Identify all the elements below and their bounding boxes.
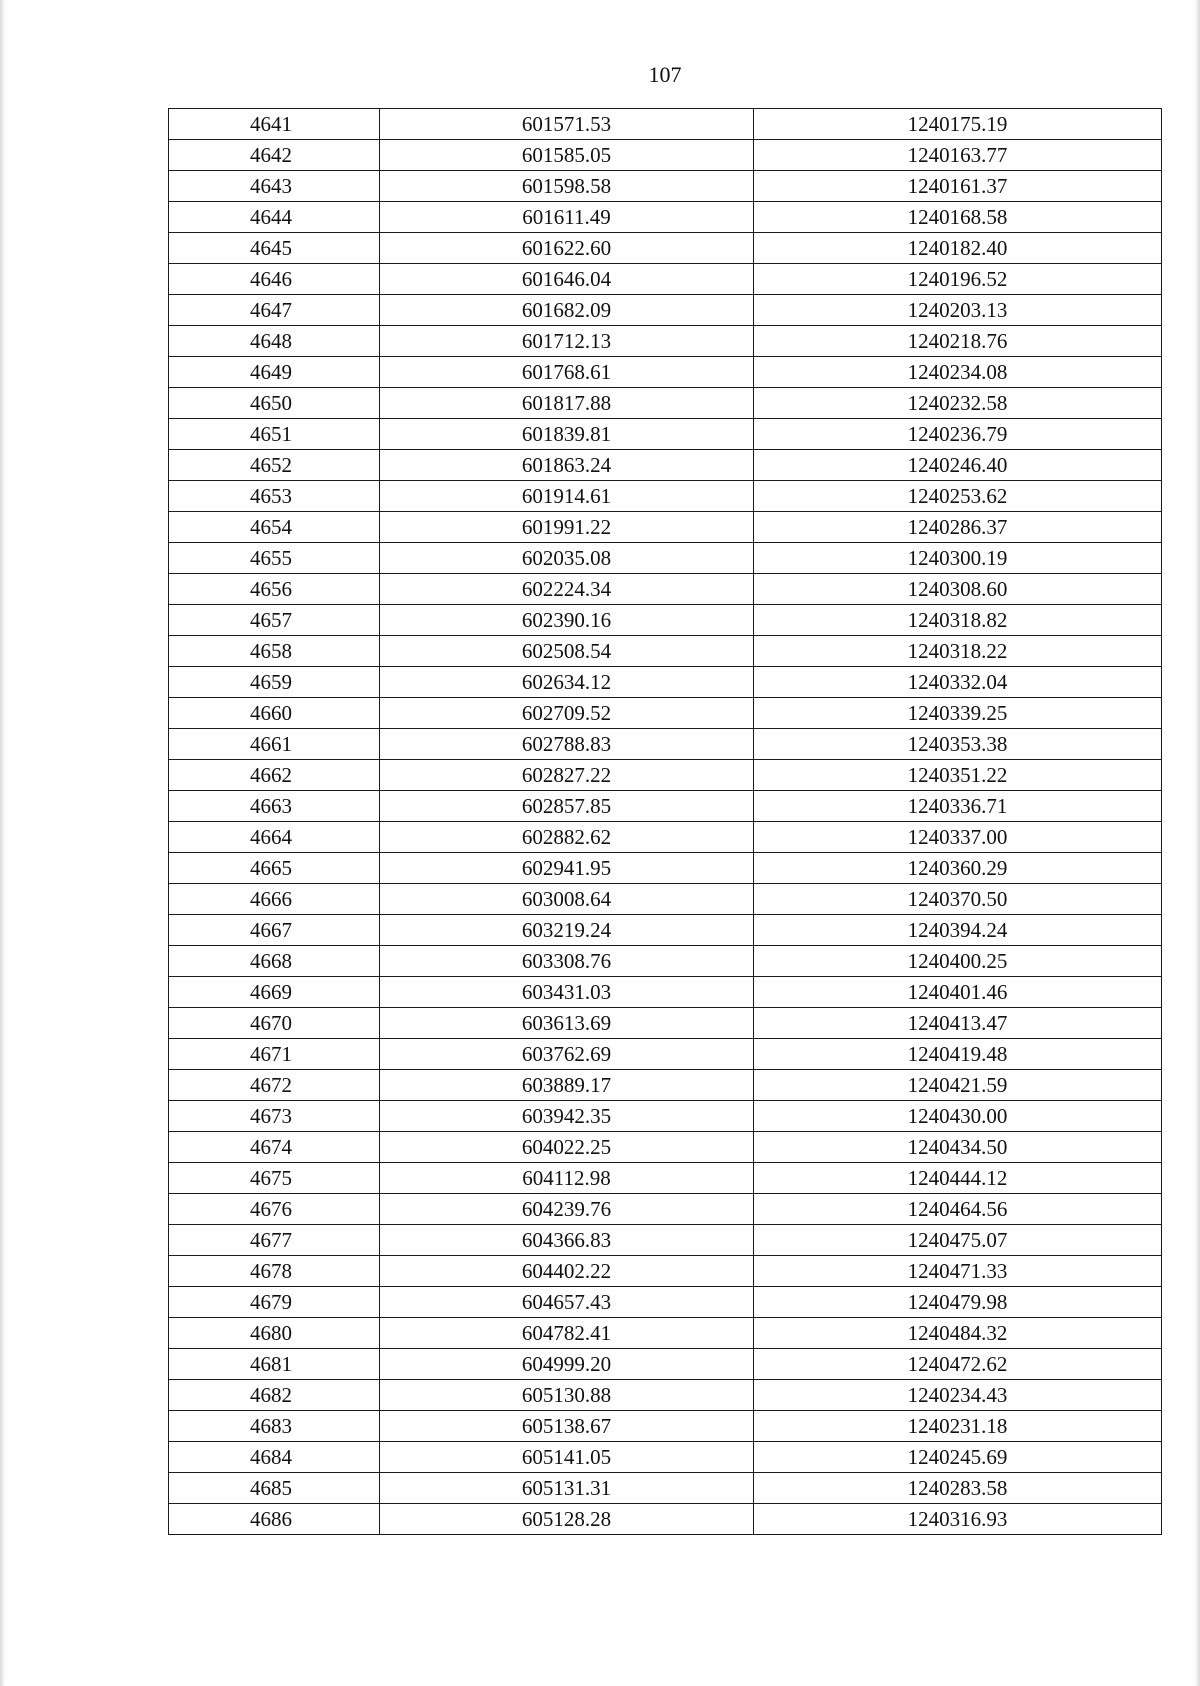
table-row (169, 1225, 1162, 1256)
x-coordinate-cell: 601712.13 (380, 326, 754, 357)
x-coordinate-cell: 602634.12 (380, 667, 754, 698)
point-number-cell: 4644 (169, 202, 380, 233)
table-row (169, 1504, 1162, 1535)
point-number-cell: 4661 (169, 729, 380, 760)
x-coordinate-cell: 602788.83 (380, 729, 754, 760)
y-coordinate-cell: 1240234.08 (754, 357, 1162, 388)
point-number-cell: 4673 (169, 1101, 380, 1132)
coordinate-table-body (169, 109, 1162, 1535)
table-row (169, 1101, 1162, 1132)
table-row (169, 1256, 1162, 1287)
x-coordinate-cell: 602224.34 (380, 574, 754, 605)
y-coordinate-cell: 1240401.46 (754, 977, 1162, 1008)
point-number-cell: 4659 (169, 667, 380, 698)
y-coordinate-cell: 1240484.32 (754, 1318, 1162, 1349)
x-coordinate-cell: 602882.62 (380, 822, 754, 853)
table-row (169, 605, 1162, 636)
point-number-cell: 4656 (169, 574, 380, 605)
point-number-cell: 4645 (169, 233, 380, 264)
table-row (169, 450, 1162, 481)
x-coordinate-cell: 605128.28 (380, 1504, 754, 1535)
scan-edge-left (0, 0, 6, 1686)
table-row (169, 140, 1162, 171)
table-row (169, 388, 1162, 419)
x-coordinate-cell: 604366.83 (380, 1225, 754, 1256)
y-coordinate-cell: 1240168.58 (754, 202, 1162, 233)
point-number-cell: 4685 (169, 1473, 380, 1504)
x-coordinate-cell: 601839.81 (380, 419, 754, 450)
table-row (169, 667, 1162, 698)
x-coordinate-cell: 601914.61 (380, 481, 754, 512)
y-coordinate-cell: 1240245.69 (754, 1442, 1162, 1473)
table-row (169, 1039, 1162, 1070)
table-row (169, 202, 1162, 233)
table-row (169, 822, 1162, 853)
x-coordinate-cell: 603431.03 (380, 977, 754, 1008)
point-number-cell: 4657 (169, 605, 380, 636)
y-coordinate-cell: 1240353.38 (754, 729, 1162, 760)
x-coordinate-cell: 601682.09 (380, 295, 754, 326)
y-coordinate-cell: 1240472.62 (754, 1349, 1162, 1380)
table-row (169, 884, 1162, 915)
x-coordinate-cell: 602709.52 (380, 698, 754, 729)
point-number-cell: 4655 (169, 543, 380, 574)
x-coordinate-cell: 602827.22 (380, 760, 754, 791)
table-row (169, 1070, 1162, 1101)
table-row (169, 1287, 1162, 1318)
point-number-cell: 4677 (169, 1225, 380, 1256)
y-coordinate-cell: 1240182.40 (754, 233, 1162, 264)
point-number-cell: 4660 (169, 698, 380, 729)
table-row (169, 853, 1162, 884)
x-coordinate-cell: 603762.69 (380, 1039, 754, 1070)
table-row (169, 543, 1162, 574)
x-coordinate-cell: 604782.41 (380, 1318, 754, 1349)
y-coordinate-cell: 1240218.76 (754, 326, 1162, 357)
point-number-cell: 4643 (169, 171, 380, 202)
y-coordinate-cell: 1240413.47 (754, 1008, 1162, 1039)
point-number-cell: 4676 (169, 1194, 380, 1225)
point-number-cell: 4664 (169, 822, 380, 853)
y-coordinate-cell: 1240419.48 (754, 1039, 1162, 1070)
table-row (169, 636, 1162, 667)
point-number-cell: 4650 (169, 388, 380, 419)
point-number-cell: 4679 (169, 1287, 380, 1318)
x-coordinate-cell: 601768.61 (380, 357, 754, 388)
point-number-cell: 4665 (169, 853, 380, 884)
point-number-cell: 4684 (169, 1442, 380, 1473)
point-number-cell: 4663 (169, 791, 380, 822)
x-coordinate-cell: 604402.22 (380, 1256, 754, 1287)
x-coordinate-cell: 605130.88 (380, 1380, 754, 1411)
y-coordinate-cell: 1240196.52 (754, 264, 1162, 295)
point-number-cell: 4646 (169, 264, 380, 295)
y-coordinate-cell: 1240336.71 (754, 791, 1162, 822)
y-coordinate-cell: 1240421.59 (754, 1070, 1162, 1101)
y-coordinate-cell: 1240253.62 (754, 481, 1162, 512)
point-number-cell: 4641 (169, 109, 380, 140)
y-coordinate-cell: 1240318.22 (754, 636, 1162, 667)
x-coordinate-cell: 603889.17 (380, 1070, 754, 1101)
point-number-cell: 4674 (169, 1132, 380, 1163)
x-coordinate-cell: 604999.20 (380, 1349, 754, 1380)
point-number-cell: 4652 (169, 450, 380, 481)
y-coordinate-cell: 1240163.77 (754, 140, 1162, 171)
table-row (169, 1318, 1162, 1349)
y-coordinate-cell: 1240231.18 (754, 1411, 1162, 1442)
point-number-cell: 4678 (169, 1256, 380, 1287)
table-row (169, 574, 1162, 605)
table-row (169, 698, 1162, 729)
point-number-cell: 4649 (169, 357, 380, 388)
x-coordinate-cell: 604112.98 (380, 1163, 754, 1194)
y-coordinate-cell: 1240332.04 (754, 667, 1162, 698)
table-row (169, 1411, 1162, 1442)
table-row (169, 977, 1162, 1008)
x-coordinate-cell: 601646.04 (380, 264, 754, 295)
coordinate-table (168, 108, 1162, 1535)
y-coordinate-cell: 1240203.13 (754, 295, 1162, 326)
point-number-cell: 4667 (169, 915, 380, 946)
x-coordinate-cell: 602508.54 (380, 636, 754, 667)
page-number: 107 (648, 62, 682, 87)
x-coordinate-cell: 604022.25 (380, 1132, 754, 1163)
x-coordinate-cell: 603219.24 (380, 915, 754, 946)
point-number-cell: 4647 (169, 295, 380, 326)
x-coordinate-cell: 601817.88 (380, 388, 754, 419)
x-coordinate-cell: 601571.53 (380, 109, 754, 140)
x-coordinate-cell: 605131.31 (380, 1473, 754, 1504)
y-coordinate-cell: 1240471.33 (754, 1256, 1162, 1287)
point-number-cell: 4658 (169, 636, 380, 667)
point-number-cell: 4686 (169, 1504, 380, 1535)
point-number-cell: 4651 (169, 419, 380, 450)
x-coordinate-cell: 604239.76 (380, 1194, 754, 1225)
x-coordinate-cell: 602035.08 (380, 543, 754, 574)
point-number-cell: 4653 (169, 481, 380, 512)
table-row (169, 481, 1162, 512)
y-coordinate-cell: 1240479.98 (754, 1287, 1162, 1318)
point-number-cell: 4683 (169, 1411, 380, 1442)
table-row (169, 760, 1162, 791)
y-coordinate-cell: 1240316.93 (754, 1504, 1162, 1535)
table-row (169, 419, 1162, 450)
x-coordinate-cell: 601611.49 (380, 202, 754, 233)
table-row (169, 171, 1162, 202)
y-coordinate-cell: 1240434.50 (754, 1132, 1162, 1163)
y-coordinate-cell: 1240339.25 (754, 698, 1162, 729)
y-coordinate-cell: 1240246.40 (754, 450, 1162, 481)
point-number-cell: 4672 (169, 1070, 380, 1101)
table-row (169, 264, 1162, 295)
y-coordinate-cell: 1240360.29 (754, 853, 1162, 884)
x-coordinate-cell: 601622.60 (380, 233, 754, 264)
table-row (169, 295, 1162, 326)
y-coordinate-cell: 1240394.24 (754, 915, 1162, 946)
x-coordinate-cell: 604657.43 (380, 1287, 754, 1318)
y-coordinate-cell: 1240337.00 (754, 822, 1162, 853)
y-coordinate-cell: 1240370.50 (754, 884, 1162, 915)
y-coordinate-cell: 1240400.25 (754, 946, 1162, 977)
table-row (169, 915, 1162, 946)
y-coordinate-cell: 1240318.82 (754, 605, 1162, 636)
point-number-cell: 4680 (169, 1318, 380, 1349)
y-coordinate-cell: 1240464.56 (754, 1194, 1162, 1225)
point-number-cell: 4654 (169, 512, 380, 543)
point-number-cell: 4681 (169, 1349, 380, 1380)
point-number-cell: 4642 (169, 140, 380, 171)
point-number-cell: 4682 (169, 1380, 380, 1411)
y-coordinate-cell: 1240234.43 (754, 1380, 1162, 1411)
y-coordinate-cell: 1240430.00 (754, 1101, 1162, 1132)
y-coordinate-cell: 1240308.60 (754, 574, 1162, 605)
y-coordinate-cell: 1240444.12 (754, 1163, 1162, 1194)
table-row (169, 946, 1162, 977)
table-row (169, 233, 1162, 264)
table-row (169, 109, 1162, 140)
point-number-cell: 4668 (169, 946, 380, 977)
table-row (169, 357, 1162, 388)
x-coordinate-cell: 602390.16 (380, 605, 754, 636)
x-coordinate-cell: 603942.35 (380, 1101, 754, 1132)
x-coordinate-cell: 603308.76 (380, 946, 754, 977)
x-coordinate-cell: 601991.22 (380, 512, 754, 543)
x-coordinate-cell: 605141.05 (380, 1442, 754, 1473)
table-row (169, 1163, 1162, 1194)
point-number-cell: 4670 (169, 1008, 380, 1039)
y-coordinate-cell: 1240232.58 (754, 388, 1162, 419)
table-row (169, 1194, 1162, 1225)
y-coordinate-cell: 1240161.37 (754, 171, 1162, 202)
table-row (169, 1442, 1162, 1473)
y-coordinate-cell: 1240236.79 (754, 419, 1162, 450)
y-coordinate-cell: 1240175.19 (754, 109, 1162, 140)
point-number-cell: 4669 (169, 977, 380, 1008)
y-coordinate-cell: 1240475.07 (754, 1225, 1162, 1256)
point-number-cell: 4671 (169, 1039, 380, 1070)
table-row (169, 512, 1162, 543)
x-coordinate-cell: 605138.67 (380, 1411, 754, 1442)
y-coordinate-cell: 1240286.37 (754, 512, 1162, 543)
table-row (169, 1349, 1162, 1380)
x-coordinate-cell: 601863.24 (380, 450, 754, 481)
scan-edge-right (1194, 0, 1200, 1686)
x-coordinate-cell: 603613.69 (380, 1008, 754, 1039)
point-number-cell: 4648 (169, 326, 380, 357)
table-row (169, 729, 1162, 760)
table-row (169, 1132, 1162, 1163)
table-row (169, 326, 1162, 357)
point-number-cell: 4662 (169, 760, 380, 791)
x-coordinate-cell: 602941.95 (380, 853, 754, 884)
y-coordinate-cell: 1240300.19 (754, 543, 1162, 574)
table-row (169, 1473, 1162, 1504)
table-row (169, 791, 1162, 822)
y-coordinate-cell: 1240351.22 (754, 760, 1162, 791)
point-number-cell: 4666 (169, 884, 380, 915)
point-number-cell: 4675 (169, 1163, 380, 1194)
y-coordinate-cell: 1240283.58 (754, 1473, 1162, 1504)
x-coordinate-cell: 601598.58 (380, 171, 754, 202)
x-coordinate-cell: 603008.64 (380, 884, 754, 915)
x-coordinate-cell: 602857.85 (380, 791, 754, 822)
table-row (169, 1008, 1162, 1039)
table-row (169, 1380, 1162, 1411)
x-coordinate-cell: 601585.05 (380, 140, 754, 171)
